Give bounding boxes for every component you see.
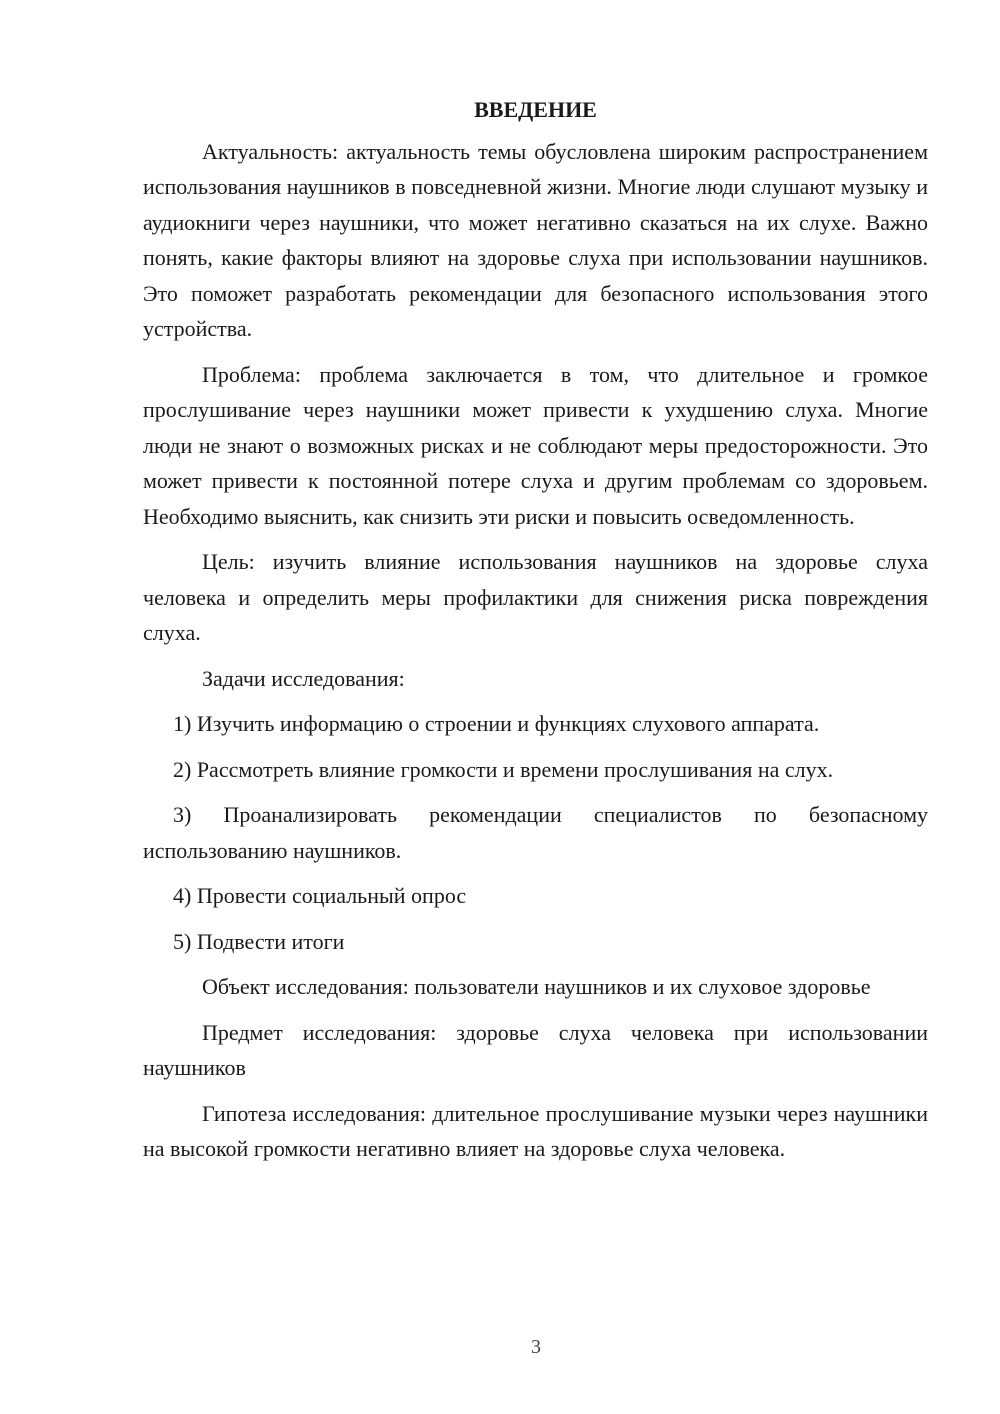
page-number: 3 xyxy=(531,1336,541,1358)
paragraph-object: Объект исследования: пользователи наушников и их слуховое здоровье xyxy=(202,974,871,999)
task-item-1: 1) Изучить информацию о строении и функциях слухового аппарата. xyxy=(173,711,820,736)
paragraph-relevance: Актуальность: актуальность темы обусловлена широким распространением использования наушников в повседневной жизни. Многие люди слушают музыку и аудиокниги через наушники, что может негативно сказаться на их слухе. Важно понять, какие факторы влияют на здоровье слуха при использовании наушников. Это поможет разработать рекомендации для безопасного использования этого устройства. xyxy=(143,138,928,341)
paragraph-problem: Проблема: проблема заключается в том, что длительное и громкое прослушивание через наушники может привести к ухудшению слуха. Многие люди не знают о возможных рисках и не соблюдают меры предосторожности. Это может привести к постоянной потере слуха и другим проблемам со здоровьем. Необходимо выяснить, как снизить эти риски и повысить осведомленность. xyxy=(143,361,928,529)
paragraph-goal: Цель: изучить влияние использования наушников на здоровье слуха человека и определить меры профилактики для снижения риска повреждения слуха. xyxy=(143,549,928,645)
section-title: ВВЕДЕНИЕ xyxy=(474,97,597,122)
task-item-5: 5) Подвести итоги xyxy=(173,928,345,954)
paragraph-hypothesis: Гипотеза исследования: длительное прослушивание музыки через наушники на высокой громкости негативно влияет на здоровье слуха человека. xyxy=(143,1100,928,1161)
task-item-2: 2) Рассмотреть влияние громкости и времени прослушивания на слух. xyxy=(173,756,834,782)
paragraph-subject: Предмет исследования: здоровье слуха человека при использовании наушников xyxy=(143,1019,928,1080)
paragraph-tasks-heading: Задачи исследования: xyxy=(202,665,405,691)
page-content xyxy=(143,92,928,1177)
task-item-3: 3) Проанализировать рекомендации специалистов по безопасному использованию наушников. xyxy=(143,802,928,863)
task-item-4: 4) Провести социальный опрос xyxy=(173,883,467,908)
